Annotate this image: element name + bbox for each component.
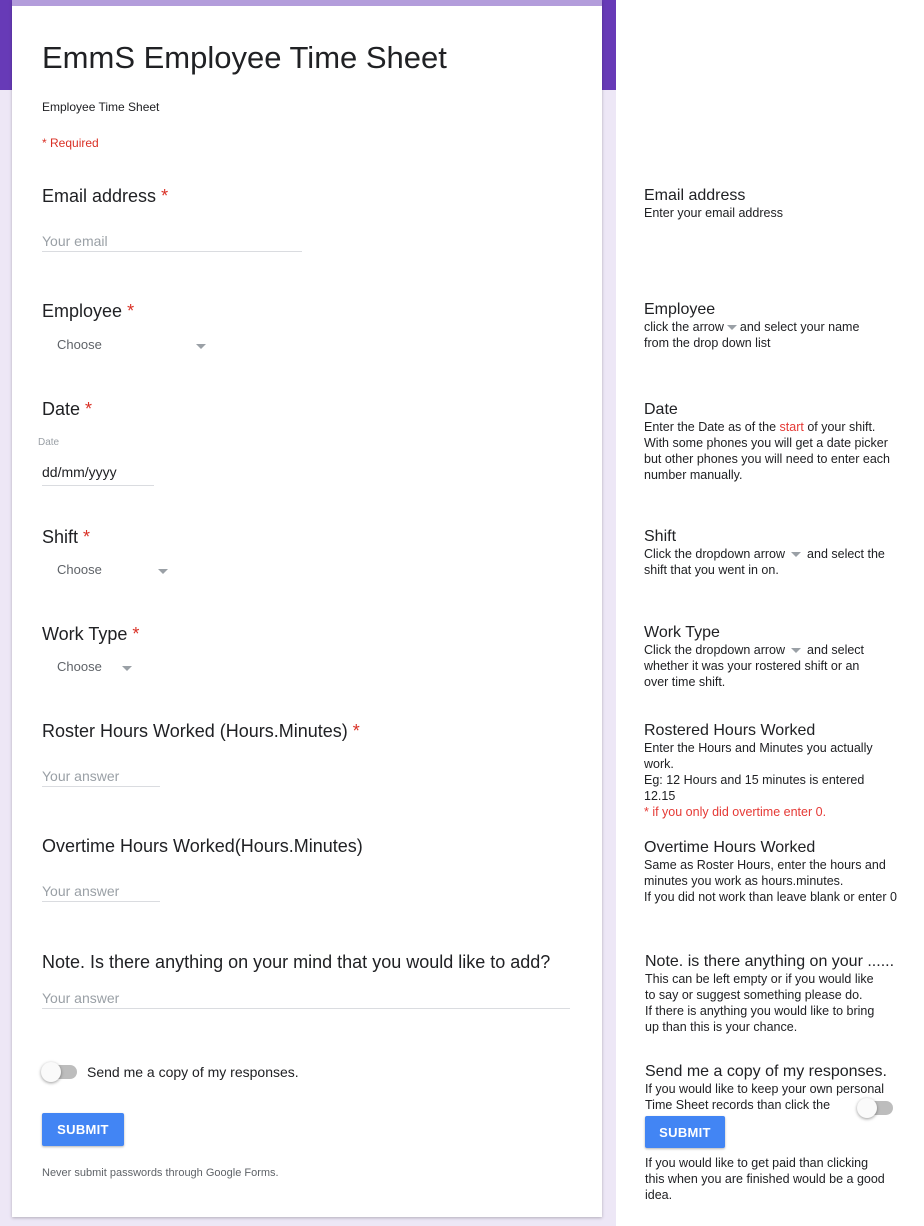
help-example-toggle xyxy=(859,1101,893,1115)
help-work-type-line3: over time shift. xyxy=(644,675,726,689)
help-work-type-line2: whether it was your rostered shift or an xyxy=(644,659,860,673)
submit-button[interactable]: SUBMIT xyxy=(42,1113,124,1146)
help-date-title: Date xyxy=(644,401,678,418)
help-roster-overtime-note: * if you only did overtime enter 0. xyxy=(644,805,827,819)
help-date-line1b: of your shift. xyxy=(807,420,876,434)
footer-warning: Never submit passwords through Google Forms. xyxy=(42,1167,279,1179)
required-note: * Required xyxy=(42,136,99,150)
chevron-down-icon xyxy=(122,666,132,671)
help-shift-line2: shift that you went in on. xyxy=(644,563,779,577)
help-work-type-line1a: Click the dropdown arrow xyxy=(644,643,786,657)
note-label-text: Note. Is there anything on your mind that you would like to add? xyxy=(42,952,551,972)
note-question-label xyxy=(42,952,550,973)
help-overtime-line2: minutes you work as hours.minutes. xyxy=(644,874,844,888)
help-work-type-line1b: and select xyxy=(807,643,865,657)
toggle-knob xyxy=(41,1062,61,1082)
help-roster-line3: Eg: 12 Hours and 15 minutes is entered xyxy=(644,773,865,787)
chevron-down-icon xyxy=(196,344,206,349)
required-star: * xyxy=(85,399,93,419)
email-label-text: Email address xyxy=(42,186,157,206)
help-submit-line2: this when you are finished would be a good xyxy=(645,1172,885,1186)
work-type-label-text: Work Type xyxy=(42,624,128,644)
overtime-hours-input[interactable] xyxy=(42,880,160,902)
help-date-line1a: Enter the Date as of the xyxy=(644,420,777,434)
help-roster-line2: work. xyxy=(644,757,674,771)
date-input-value: dd/mm/yyyy xyxy=(42,464,117,480)
shift-label-text: Shift xyxy=(42,527,79,547)
roster-hours-label-text: Roster Hours Worked (Hours.Minutes) xyxy=(42,721,348,741)
help-date-text xyxy=(644,419,919,483)
required-star: * xyxy=(83,527,91,547)
required-star: * xyxy=(132,624,140,644)
work-type-question-label xyxy=(42,624,139,645)
overtime-hours-question-label xyxy=(42,836,363,857)
help-note-line2: to say or suggest something please do. xyxy=(645,988,863,1002)
required-star: * xyxy=(352,721,360,741)
help-overtime-title: Overtime Hours Worked xyxy=(644,839,816,856)
help-roster-line4: 12.15 xyxy=(644,789,676,803)
form-description: Employee Time Sheet xyxy=(42,100,160,114)
help-employee-line1b: and select your name xyxy=(739,320,860,334)
help-note-line4: up than this is your chance. xyxy=(645,1020,798,1034)
dropdown-arrow-icon xyxy=(791,648,801,653)
help-email-text: Enter your email address xyxy=(644,206,783,220)
send-copy-label: Send me a copy of my responses. xyxy=(87,1064,299,1080)
help-employee-text xyxy=(644,319,904,351)
help-date-line2: With some phones you will get a date picker xyxy=(644,436,888,450)
form-card xyxy=(12,0,602,1217)
help-employee-line1a: click the arrow xyxy=(644,320,724,334)
roster-hours-input[interactable] xyxy=(42,765,160,787)
help-note-text xyxy=(645,971,920,1035)
work-type-select-value: Choose xyxy=(57,659,102,674)
overtime-hours-label-text: Overtime Hours Worked(Hours.Minutes) xyxy=(42,836,363,856)
chevron-down-icon xyxy=(158,569,168,574)
required-star: * xyxy=(161,186,169,206)
dropdown-arrow-icon xyxy=(791,552,801,557)
help-send-copy-line2: Time Sheet records than click the xyxy=(645,1098,831,1112)
toggle-knob xyxy=(857,1098,877,1118)
help-date-line4: number manually. xyxy=(644,468,743,482)
help-send-copy-title: Send me a copy of my responses. xyxy=(645,1063,887,1080)
form-title: EmmS Employee Time Sheet xyxy=(42,40,447,75)
email-question-label xyxy=(42,186,168,207)
help-work-type-text xyxy=(644,642,919,690)
required-star: * xyxy=(127,301,135,321)
employee-question-label xyxy=(42,301,134,322)
employee-select[interactable] xyxy=(42,334,212,358)
help-overtime-line3: If you did not work than leave blank or enter 0 xyxy=(644,890,897,904)
help-email-title: Email address xyxy=(644,187,746,204)
employee-select-value: Choose xyxy=(57,337,102,352)
help-send-copy-line1: If you would like to keep your own personal xyxy=(645,1082,885,1096)
date-label-text: Date xyxy=(42,399,81,419)
help-submit-line1: If you would like to get paid than clicking xyxy=(645,1156,869,1170)
email-input[interactable] xyxy=(42,230,302,252)
help-date-line3: but other phones you will need to enter each xyxy=(644,452,891,466)
help-roster-text xyxy=(644,740,919,820)
help-shift-line1a: Click the dropdown arrow xyxy=(644,547,786,561)
date-sublabel: Date xyxy=(38,437,60,448)
help-note-title: Note. is there anything on your ...... xyxy=(645,953,895,970)
employee-label-text: Employee xyxy=(42,301,123,321)
help-shift-title: Shift xyxy=(644,528,677,545)
help-note-line3: If there is anything you would like to bring xyxy=(645,1004,875,1018)
help-employee-line2: from the drop down list xyxy=(644,336,771,350)
help-note-line1: This can be left empty or if you would like xyxy=(645,972,874,986)
shift-select[interactable] xyxy=(42,559,174,583)
help-overtime-text xyxy=(644,857,920,905)
dropdown-arrow-icon xyxy=(727,325,737,330)
send-copy-toggle[interactable] xyxy=(43,1065,77,1079)
shift-select-value: Choose xyxy=(57,562,102,577)
help-overtime-line1: Same as Roster Hours, enter the hours and xyxy=(644,858,886,872)
help-roster-line1: Enter the Hours and Minutes you actually xyxy=(644,741,873,755)
help-shift-line1b: and select the xyxy=(807,547,885,561)
date-question-label xyxy=(42,399,92,420)
help-submit-line3: idea. xyxy=(645,1188,673,1202)
help-submit-text xyxy=(645,1155,920,1203)
roster-hours-question-label xyxy=(42,721,360,742)
help-shift-text xyxy=(644,546,919,578)
help-roster-title: Rostered Hours Worked xyxy=(644,722,816,739)
date-input[interactable] xyxy=(42,464,154,486)
help-work-type-title: Work Type xyxy=(644,624,720,641)
help-employee-title: Employee xyxy=(644,301,716,318)
help-date-start-word: start xyxy=(779,420,804,434)
work-type-select[interactable] xyxy=(42,656,138,680)
shift-question-label xyxy=(42,527,90,548)
help-example-submit-button: SUBMIT xyxy=(645,1116,725,1148)
note-input[interactable] xyxy=(42,987,570,1009)
